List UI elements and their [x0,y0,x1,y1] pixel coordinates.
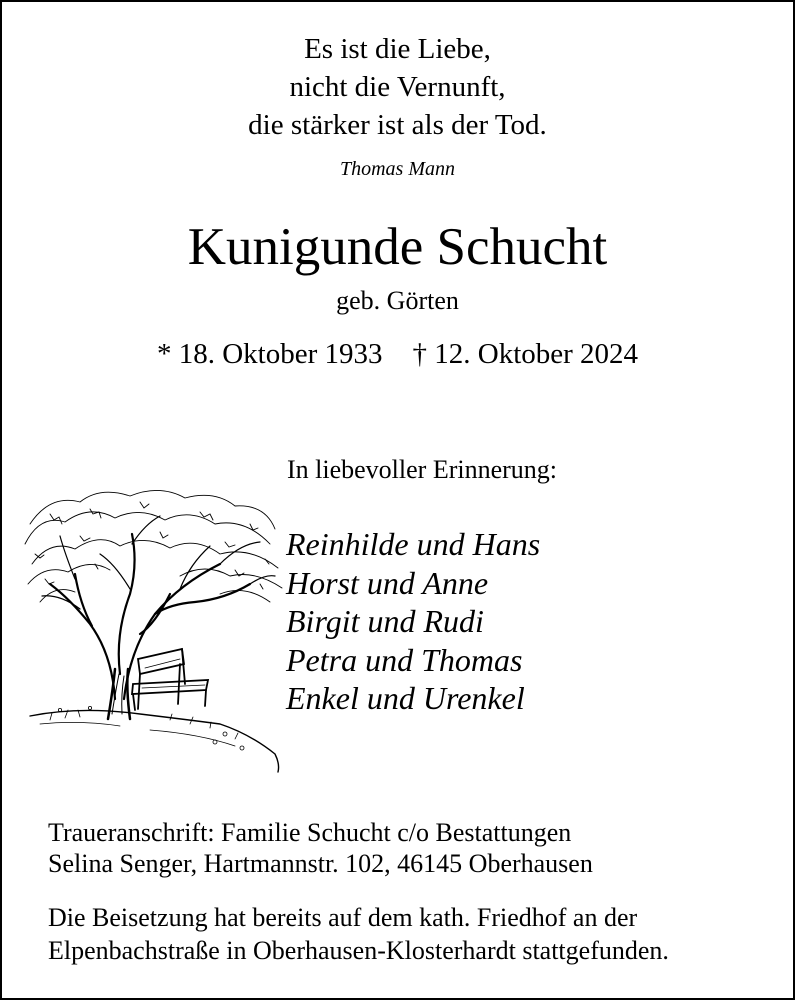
burial-notice [48,901,669,967]
burial-line-2: Elpenbachstraße in Oberhausen-Klosterhardt stattgefunden. [48,936,669,965]
condolence-address [48,817,593,879]
mourner-1: Reinhilde und Hans [286,526,541,562]
birth-name: geb. Görten [336,286,459,315]
address-line-1: Traueranschrift: Familie Schucht c/o Bestattungen [48,818,572,847]
mourner-3: Birgit und Rudi [286,603,484,639]
burial-line-1: Die Beisetzung hat bereits auf dem kath. Friedhof an der [48,903,638,932]
birth-date: * 18. Oktober 1933 [156,338,383,370]
address-line-2: Selina Senger, Hartmannstr. 102, 46145 Oberhausen [48,849,593,878]
quote [2,30,793,144]
quote-line-3: die stärker ist als der Tod. [248,109,547,141]
mourner-4: Petra und Thomas [286,641,523,678]
deceased-name: Kunigunde Schucht [187,218,608,276]
mourner-2: Horst und Anne [286,564,489,601]
mourner-list [286,525,540,718]
tree-and-bench-illustration [20,484,290,776]
quote-line-1: Es ist die Liebe, [304,33,491,65]
quote-line-2: nicht die Vernunft, [289,71,506,103]
memory-heading: In liebevoller Erinnerung: [287,455,558,484]
death-date: † 12. Oktober 2024 [412,338,639,370]
life-dates [2,338,793,371]
quote-author: Thomas Mann [339,158,455,180]
mourner-5: Enkel und Urenkel [286,680,525,716]
